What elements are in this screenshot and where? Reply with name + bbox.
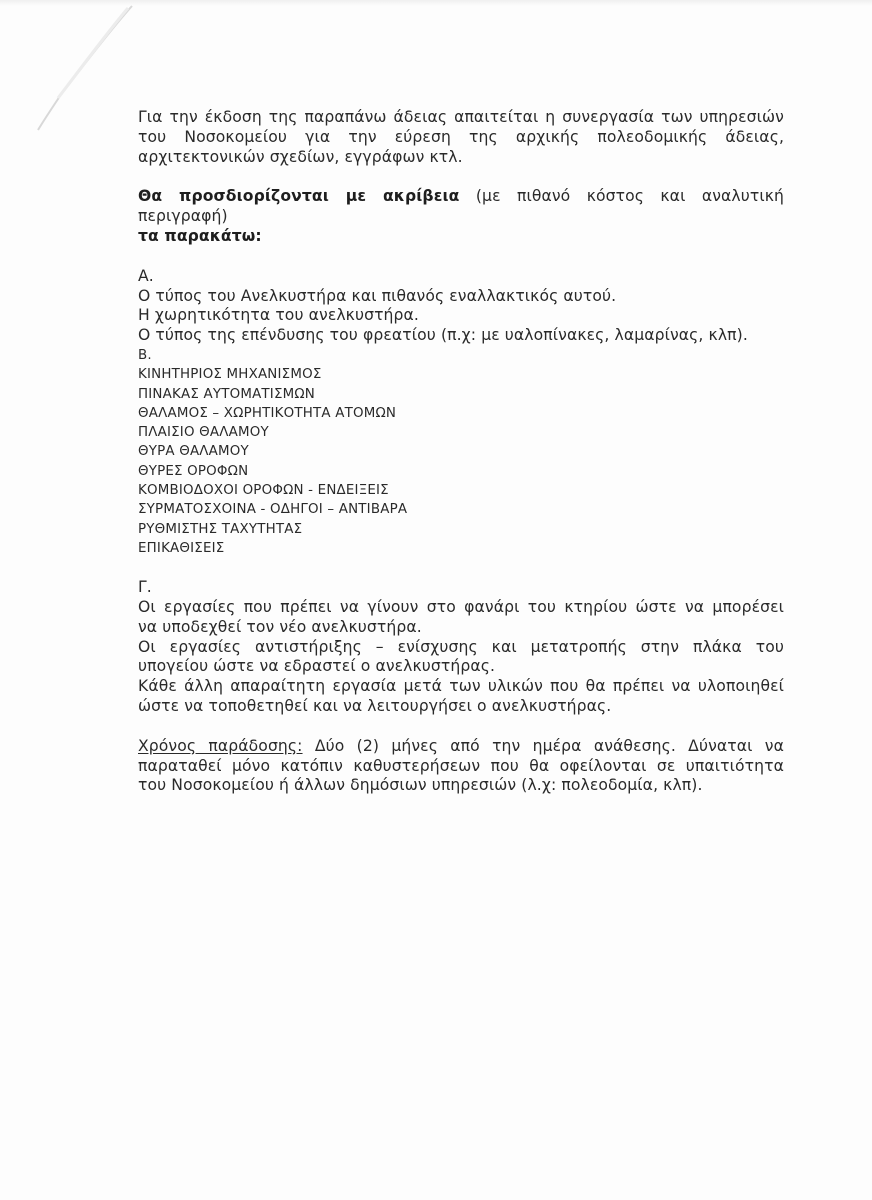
section-a-item: Η χωρητικότητα του ανελκυστήρα.	[138, 306, 419, 325]
delivery-line-1-text: Δύο (2) μήνες από την ημέρα ανάθεσης. Δύναται να	[302, 736, 784, 755]
section-b-item: ΘΥΡΑ ΘΑΛΑΜΟΥ	[138, 444, 249, 460]
section-c-label: Γ.	[138, 578, 152, 597]
section-b-item: ΡΥΘΜΙΣΤΗΣ ΤΑΧΥΤΗΤΑΣ	[138, 521, 303, 537]
section-a-item: Ο τύπος της επένδυσης του φρεατίου (π.χ: με υαλοπίνακες, λαμαρίνας, κλπ).	[138, 326, 748, 345]
section-c-para2-line1: Οι εργασίες αντιστήριξης – ενίσχυσης και μετατροπής στην πλάκα του	[138, 637, 784, 656]
intro-line-2: του Νοσοκομείου για την εύρεση της αρχικής πολεοδομικής άδειας,	[138, 127, 784, 146]
delivery-label: Χρόνος παράδοσης:	[138, 736, 303, 755]
section-b-label: Β.	[138, 347, 152, 363]
document-body	[138, 108, 784, 796]
delivery-line-1	[138, 737, 784, 757]
section-b-item: ΚΙΝΗΤΗΡΙΟΣ ΜΗΧΑΝΙΣΜΟΣ	[138, 367, 322, 383]
section-b-item: ΕΠΙΚΑΘΙΣΕΙΣ	[138, 540, 225, 556]
section-b-item: ΠΛΑΙΣΙΟ ΘΑΛΑΜΟΥ	[138, 425, 269, 441]
section-c-para3-line2: ώστε να τοποθετηθεί και να λειτουργήσει ο ανελκυστήρας.	[138, 697, 612, 716]
section-b-item: ΚΟΜΒΙΟΔΟΧΟΙ ΟΡΟΦΩΝ - ΕΝΔΕΙΞΕΙΣ	[138, 483, 389, 499]
section-c-para3-line1: Κάθε άλλη απαραίτητη εργασία μετά των υλικών που θα πρέπει να υλοποιηθεί	[138, 677, 784, 696]
specs-heading	[138, 187, 784, 227]
section-c-para2-line2: υπογείου ώστε να εδραστεί ο ανελκυστήρας.	[138, 657, 496, 676]
section-a-label: Α.	[138, 266, 154, 285]
delivery-line-2: παραταθεί μόνο κατόπιν καθυστερήσεων που θα οφείλονται σε υπαιτιότητα	[138, 756, 784, 775]
delivery-line-3: του Νοσοκομείου ή άλλων δημόσιων υπηρεσιών (λ.χ: πολεοδομία, κλπ).	[138, 776, 703, 795]
specs-heading-bold: Θα προσδιορίζονται με ακρίβεια	[138, 187, 460, 206]
specs-heading-normal: (με πιθανό κόστος και αναλυτική περιγραφή)	[138, 187, 784, 226]
section-c-para1-line2: να υποδεχθεί τον νέο ανελκυστήρα.	[138, 617, 422, 636]
section-c-para1-line1: Οι εργασίες που πρέπει να γίνουν στο φανάρι του κτηρίου ώστε να μπορέσει	[138, 598, 784, 617]
section-b-item: ΘΑΛΑΜΟΣ – ΧΩΡΗΤΙΚΟΤΗΤΑ ΑΤΟΜΩΝ	[138, 405, 397, 421]
intro-line-3: αρχιτεκτονικών σχεδίων, εγγράφων κτλ.	[138, 147, 463, 166]
specs-heading-line-2: τα παρακάτω:	[138, 226, 262, 245]
scan-top-edge	[0, 0, 872, 6]
section-b-item: ΣΥΡΜΑΤΟΣΧΟΙΝΑ - ΟΔΗΓΟΙ – ΑΝΤΙΒΑΡΑ	[138, 502, 408, 518]
section-b-item: ΠΙΝΑΚΑΣ ΑΥΤΟΜΑΤΙΣΜΩΝ	[138, 386, 316, 402]
intro-line-1: Για την έκδοση της παραπάνω άδειας απαιτείται η συνεργασία των υπηρεσιών	[138, 108, 784, 126]
paper-fold-mark	[0, 0, 140, 140]
section-a-item: Ο τύπος του Ανελκυστήρα και πιθανός εναλλακτικός αυτού.	[138, 286, 617, 305]
section-b-item: ΘΥΡΕΣ ΟΡΟΦΩΝ	[138, 463, 249, 479]
